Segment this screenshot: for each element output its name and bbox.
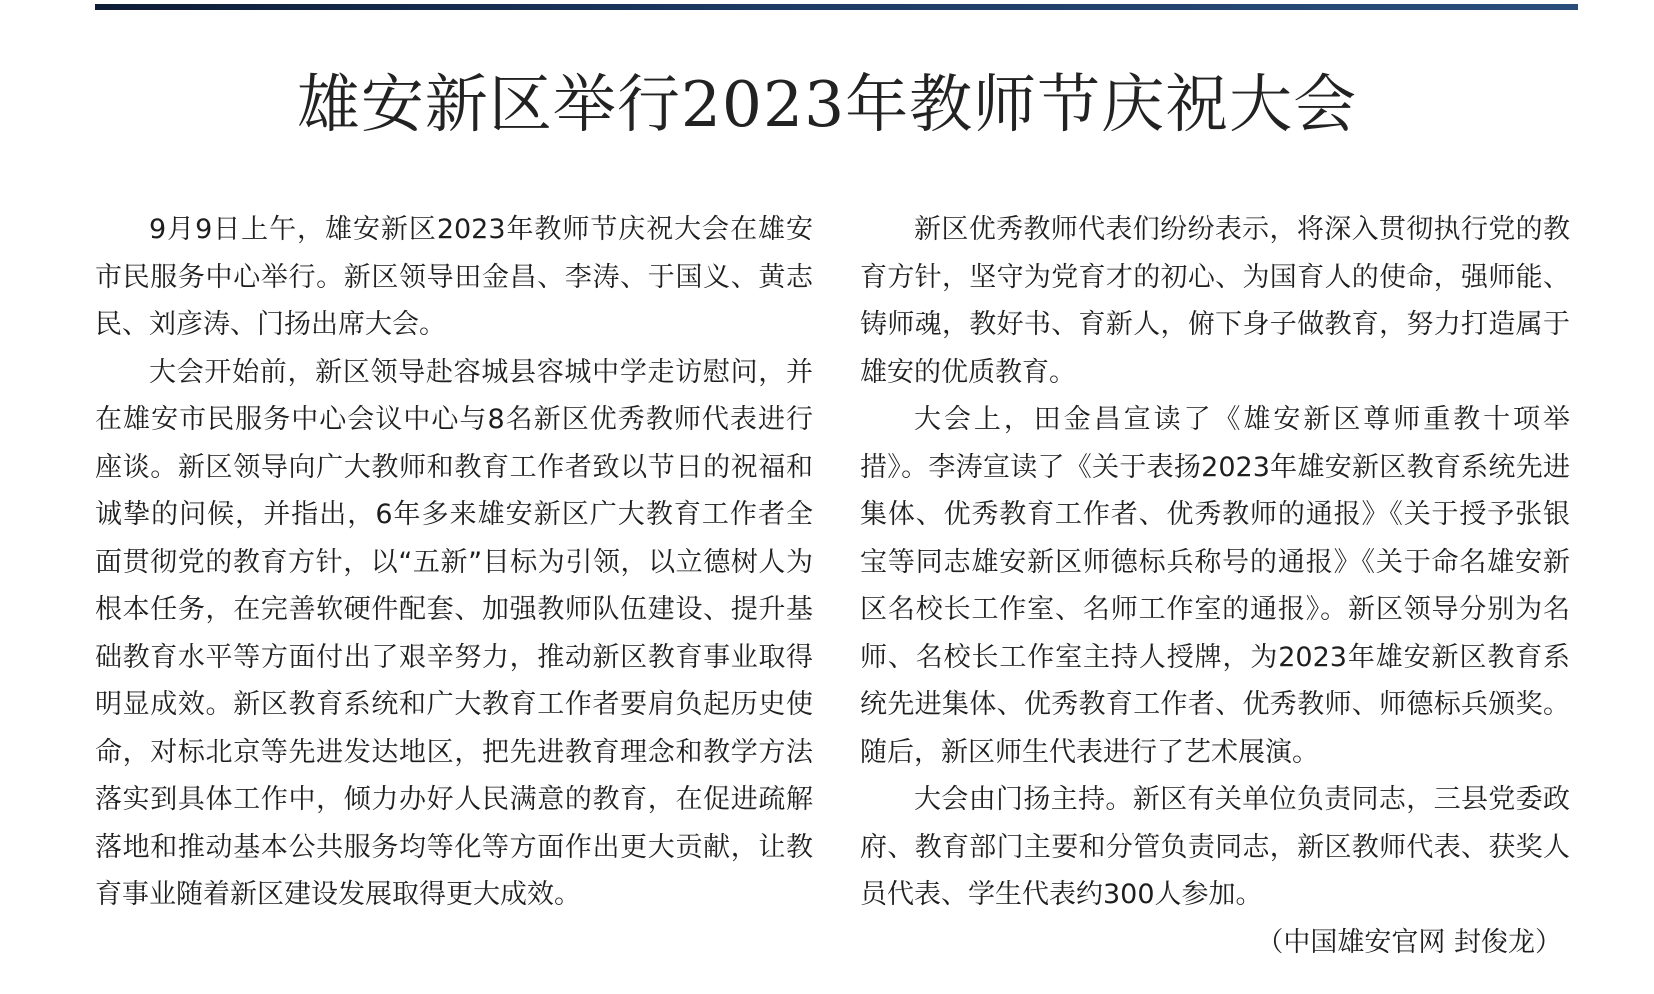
top-rule	[95, 4, 1578, 10]
article-column-left	[95, 206, 813, 919]
article-source: （中国雄安官网 封俊龙）	[1256, 926, 1562, 958]
article-paragraph: 大会开始前，新区领导赴容城县容城中学走访慰问，并在雄安市民服务中心会议中心与8名新区优秀教师代表进行座谈。新区领导向广大教师和教育工作者致以节日的祝福和诚挚的问候，并指出，6年多来雄安新区广大教育工作者全面贯彻党的教育方针，以“五新”目标为引领，以立德树人为根本任务，在完善软硬件配套、加强教师队伍建设、提升基础教育水平等方面付出了艰辛努力，推动新区教育事业取得明显成效。新区教育系统和广大教育工作者要肩负起历史使命，对标北京等先进发达地区，把先进教育理念和教学方法落实到具体工作中，倾力办好人民满意的教育，在促进疏解落地和推动基本公共服务均等化等方面作出更大贡献，让教育事业随着新区建设发展取得更大成效。	[95, 356, 813, 910]
article-paragraph: 大会上，田金昌宣读了《雄安新区尊师重教十项举措》。李涛宣读了《关于表扬2023年雄安新区教育系统先进集体、优秀教育工作者、优秀教师的通报》《关于授予张银宝等同志雄安新区师德标兵称号的通报》《关于命名雄安新区名校长工作室、名师工作室的通报》。新区领导分别为名师、名校长工作室主持人授牌，为2023年雄安新区教育系统先进集体、优秀教育工作者、优秀教师、师德标兵颁奖。随后，新区师生代表进行了艺术展演。	[860, 404, 1570, 768]
article-paragraph: 9月9日上午，雄安新区2023年教师节庆祝大会在雄安市民服务中心举行。新区领导田金昌、李涛、于国义、黄志民、刘彦涛、门扬出席大会。	[95, 214, 813, 340]
article-column-right	[860, 206, 1570, 966]
article-title: 雄安新区举行2023年教师节庆祝大会	[296, 68, 1358, 141]
article-paragraph: 新区优秀教师代表们纷纷表示，将深入贯彻执行党的教育方针，坚守为党育才的初心、为国育人的使命，强师能、铸师魂，教好书、育新人，俯下身子做教育，努力打造属于雄安的优质教育。	[860, 214, 1570, 388]
article-paragraph: 大会由门扬主持。新区有关单位负责同志，三县党委政府、教育部门主要和分管负责同志，新区教师代表、获奖人员代表、学生代表约300人参加。	[860, 784, 1570, 910]
